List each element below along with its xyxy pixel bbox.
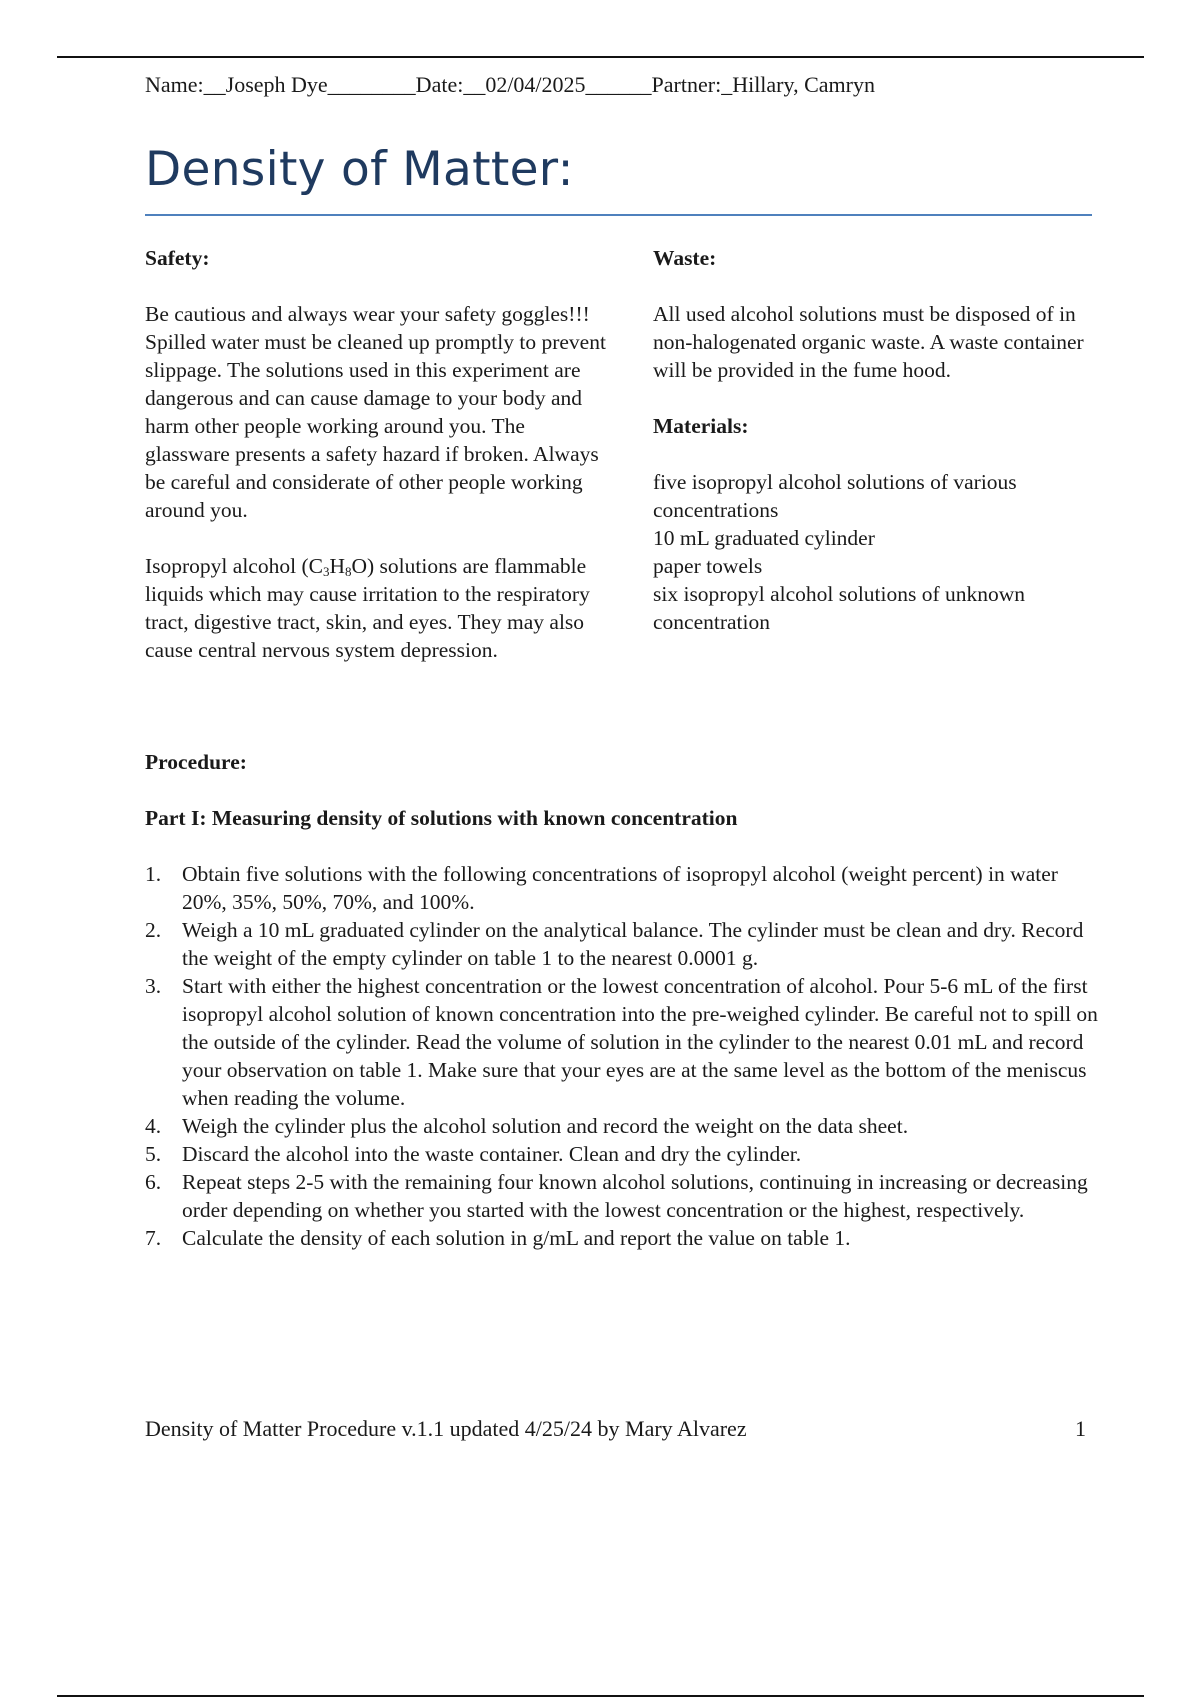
- safety-paragraph-2-rest: O) solutions are flammable liquids which may cause irritation to the respiratory tract, digestive tract, skin, and eyes. They may also cause central nervous system depression.: [145, 554, 590, 662]
- procedure-step: [145, 1140, 1105, 1168]
- step-number: 1.: [145, 862, 162, 886]
- waste-heading: Waste:: [653, 246, 717, 270]
- step-number: 3.: [145, 974, 162, 998]
- top-rule: [57, 56, 1144, 58]
- title-underline: [145, 214, 1092, 216]
- bottom-rule: [57, 1695, 1144, 1697]
- step-text: Start with either the highest concentration or the lowest concentration of alcohol. Pour 5-6 mL of the first isopropyl alcohol solution of known concentration into the pre-weighed cylinder. Be careful not to spill on the outside of the cylinder. Read the volume of solution in the cylinder to the nearest 0.01 mL and record your observation on table 1. Make sure that your eyes are at the same level as the bottom of the meniscus when reading the volume.: [182, 974, 1098, 1110]
- step-text: Discard the alcohol into the waste container. Clean and dry the cylinder.: [182, 1142, 802, 1166]
- procedure-heading: Procedure:: [145, 750, 247, 774]
- materials-item: paper towels: [653, 554, 763, 578]
- step-text: Obtain five solutions with the following concentrations of isopropyl alcohol (weight percent) in water 20%, 35%, 50%, 70%, and 100%.: [182, 862, 1058, 914]
- procedure-section: [145, 748, 1105, 1252]
- procedure-step: [145, 1112, 1105, 1140]
- step-text: Calculate the density of each solution in g/mL and report the value on table 1.: [182, 1226, 851, 1250]
- subscript-8: 8: [344, 564, 352, 579]
- procedure-step: [145, 860, 1105, 916]
- page-title: Density of Matter:: [145, 142, 574, 197]
- step-text: Repeat steps 2-5 with the remaining four known alcohol solutions, continuing in increasing or decreasing order depending on whether you started with the lowest concentration or the highest, respectively.: [182, 1170, 1088, 1222]
- page-number: 1: [1075, 1416, 1086, 1441]
- subscript-3: 3: [322, 564, 330, 579]
- safety-paragraph-2-lead: Isopropyl alcohol (C: [145, 554, 323, 578]
- step-number: 2.: [145, 918, 162, 942]
- step-number: 4.: [145, 1114, 162, 1138]
- safety-section: [145, 244, 615, 664]
- materials-item: six isopropyl alcohol solutions of unknown concentration: [653, 582, 1026, 634]
- part1-heading: Part I: Measuring density of solutions with known concentration: [145, 806, 738, 830]
- step-number: 6.: [145, 1170, 162, 1194]
- student-info-line: Name:__Joseph Dye________Date:__02/04/2025______Partner:_Hillary, Camryn: [145, 72, 875, 97]
- safety-paragraph-2: [145, 552, 615, 664]
- step-number: 5.: [145, 1142, 162, 1166]
- safety-paragraph-1: Be cautious and always wear your safety goggles!!! Spilled water must be cleaned up promptly to prevent slippage. The solutions used in this experiment are dangerous and can cause damage to your body and harm other people working around you. The glassware presents a safety hazard if broken. Always be careful and considerate of other people working around you.: [145, 302, 606, 522]
- procedure-step: [145, 1224, 1105, 1252]
- procedure-step: [145, 972, 1105, 1112]
- step-text: Weigh a 10 mL graduated cylinder on the analytical balance. The cylinder must be clean and dry. Record the weight of the empty cylinder on table 1 to the nearest 0.0001 g.: [182, 918, 1084, 970]
- procedure-step: [145, 1168, 1105, 1224]
- hydrogen-symbol: H: [329, 554, 345, 578]
- step-number: 7.: [145, 1226, 162, 1250]
- materials-item: five isopropyl alcohol solutions of various concentrations: [653, 470, 1017, 522]
- safety-heading: Safety:: [145, 246, 210, 270]
- procedure-steps: [145, 860, 1105, 1252]
- waste-materials-section: [653, 244, 1113, 636]
- materials-item: 10 mL graduated cylinder: [653, 526, 875, 550]
- procedure-step: [145, 916, 1105, 972]
- materials-heading: Materials:: [653, 414, 749, 438]
- footer-text: Density of Matter Procedure v.1.1 updated 4/25/24 by Mary Alvarez: [145, 1416, 747, 1441]
- step-text: Weigh the cylinder plus the alcohol solution and record the weight on the data sheet.: [182, 1114, 909, 1138]
- waste-paragraph: All used alcohol solutions must be disposed of in non-halogenated organic waste. A waste container will be provided in the fume hood.: [653, 302, 1084, 382]
